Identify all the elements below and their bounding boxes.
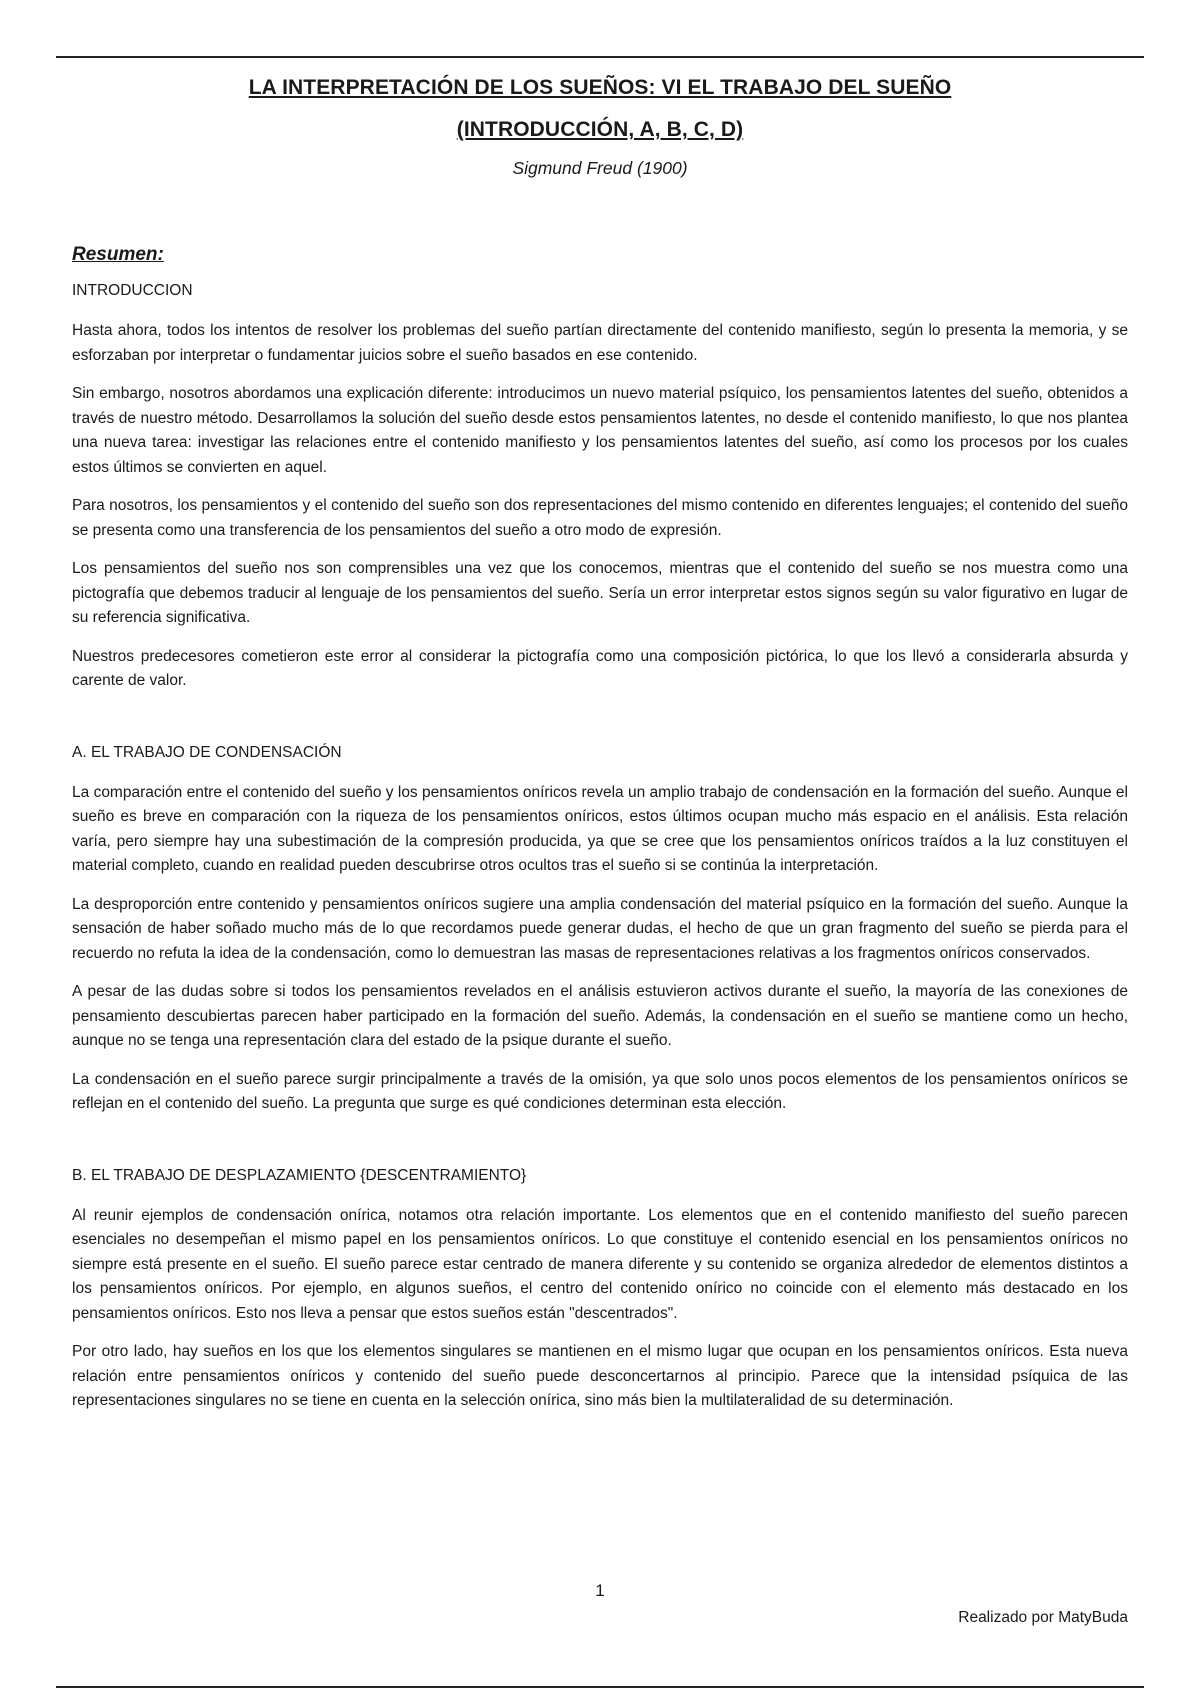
paragraph: Hasta ahora, todos los intentos de resolver los problemas del sueño partían directamente del contenido manifiesto, según lo presenta la memoria, y se esforzaban por interpretar o fundamentar juicios sobre el sueño basados en ese contenido. (72, 322, 1128, 364)
page-number: 1 (595, 1581, 605, 1600)
paragraph: Por otro lado, hay sueños en los que los elementos singulares se mantienen en el mismo lugar que ocupan en los pensamientos oníricos. Esta nueva relación entre pensamientos oníricos y contenido del sueño puede desconcertarnos al principio. Parece que la intensidad psíquica de las representaciones singulares no se tiene en cuenta en la selección onírica, sino más bien la multilateralidad de su determinación. (72, 1343, 1128, 1409)
top-rule (56, 56, 1144, 58)
document-page (72, 68, 1128, 1414)
section-heading-intro: INTRODUCCION (72, 282, 193, 299)
summary-label: Resumen: (72, 244, 164, 265)
document-author: Sigmund Freud (1900) (512, 158, 688, 178)
paragraph: A pesar de las dudas sobre si todos los pensamientos revelados en el análisis estuvieron activos durante el sueño, la mayoría de las conexiones de pensamiento descubiertas parecen haber participado en la formación del sueño. Además, la condensación en el sueño se mantiene como un hecho, aunque no se tenga una representación clara del estado de la psique durante el sueño. (72, 983, 1128, 1049)
paragraph: La desproporción entre contenido y pensamientos oníricos sugiere una amplia condensación del material psíquico en la formación del sueño. Aunque la sensación de haber soñado mucho más de lo que recordamos puede generar dudas, el hecho de que un gran fragmento del sueño se pierda para el recuerdo no refuta la idea de la condensación, como lo demuestran las masas de representaciones relativas a los fragmentos oníricos conservados. (72, 895, 1128, 962)
author-credit: Realizado por MatyBuda (958, 1609, 1128, 1626)
paragraph: Al reunir ejemplos de condensación onírica, notamos otra relación importante. Los elementos que en el contenido manifiesto del sueño parecen esenciales no desempeñan el mismo papel en los pensamientos oníricos. Lo que constituye el contenido esencial en los pensamientos oníricos no siempre está presente en el sueño. El sueño parece estar centrado de manera diferente y su contenido se organiza alrededor de elementos distintos a los pensamientos oníricos. Por ejemplo, en algunos sueños, el centro del contenido onírico no coincide con el elemento más destacado en los pensamientos oníricos. Esto nos lleva a pensar que estos sueños están "descentrados". (72, 1206, 1128, 1322)
paragraph: Nuestros predecesores cometieron este error al considerar la pictografía como una composición pictórica, lo que los llevó a considerarla absurda y carente de valor. (72, 647, 1128, 689)
document-title: LA INTERPRETACIÓN DE LOS SUEÑOS: VI EL TRABAJO DEL SUEÑO (248, 76, 952, 99)
paragraph: Los pensamientos del sueño nos son comprensibles una vez que los conocemos, mientras que el contenido del sueño se nos muestra como una pictografía que debemos traducir al lenguaje de los pensamientos del sueño. Sería un error interpretar estos signos según su valor figurativo en lugar de su referencia significativa. (72, 560, 1128, 626)
paragraph: Sin embargo, nosotros abordamos una explicación diferente: introducimos un nuevo material psíquico, los pensamientos latentes del sueño, obtenidos a través de nuestro método. Desarrollamos la solución del sueño desde estos pensamientos latentes, no desde el contenido manifiesto, lo que nos plantea una nueva tarea: investigar las relaciones entre el contenido manifiesto y los pensamientos latentes del sueño, así como los procesos por los cuales estos últimos se convierten en aquel. (72, 385, 1128, 476)
paragraph: La condensación en el sueño parece surgir principalmente a través de la omisión, ya que solo unos pocos elementos de los pensamientos oníricos se reflejan en el contenido del sueño. La pregunta que surge es qué condiciones determinan esta elección. (72, 1070, 1128, 1112)
document-subtitle: (INTRODUCCIÓN, A, B, C, D) (456, 118, 744, 141)
bottom-rule (56, 1686, 1144, 1688)
paragraph: La comparación entre el contenido del sueño y los pensamientos oníricos revela un amplio trabajo de condensación en la formación del sueño. Aunque el sueño es breve en comparación con la riqueza de los pensamientos oníricos, estos últimos ocupan mucho más espacio en el análisis. Esta relación varía, pero siempre hay una subestimación de la compresión producida, ya que se cree que los pensamientos oníricos traídos a la luz constituyen el material completo, cuando en realidad pueden descubrirse otros ocultos tras el sueño si se continúa la interpretación. (72, 783, 1128, 874)
section-heading-condensation: A. EL TRABAJO DE CONDENSACIÓN (72, 743, 342, 761)
section-heading-displacement: B. EL TRABAJO DE DESPLAZAMIENTO {DESCENTRAMIENTO} (72, 1166, 527, 1184)
paragraph: Para nosotros, los pensamientos y el contenido del sueño son dos representaciones del mismo contenido en diferentes lenguajes; el contenido del sueño se presenta como una transferencia de los pensamientos del sueño a otro modo de expresión. (72, 497, 1128, 539)
